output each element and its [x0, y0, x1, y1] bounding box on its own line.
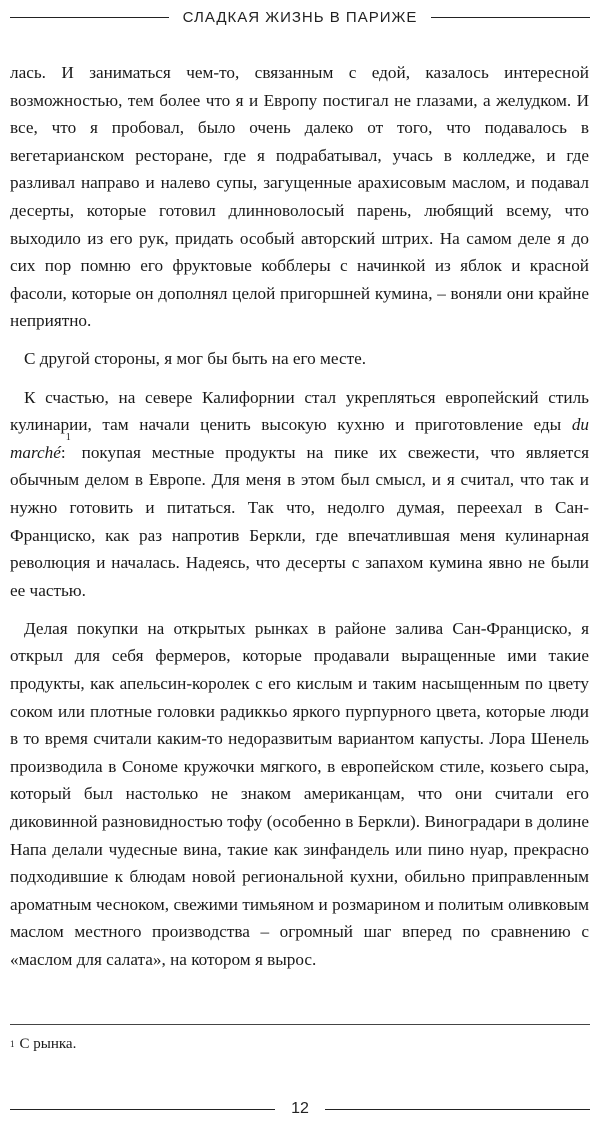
running-header	[10, 6, 590, 28]
page-footer	[10, 1098, 590, 1120]
page-number: 12	[291, 1100, 309, 1117]
footer-rule-right	[325, 1109, 590, 1110]
italic-term: du marché	[10, 415, 589, 462]
footnote	[10, 1034, 76, 1054]
paragraph-3	[10, 384, 589, 605]
footnote-marker: 1	[10, 1039, 15, 1049]
paragraph-2: С другой стороны, я мог бы быть на его месте.	[24, 349, 367, 369]
footnote-divider	[10, 1024, 590, 1025]
header-rule-left	[10, 17, 169, 18]
running-title: СЛАДКАЯ ЖИЗНЬ В ПАРИЖЕ	[182, 8, 418, 26]
paragraph-1: лась. И заниматься чем-то, связанным с едой, казалось интересной возможностью, тем более что я и Европу постигал не глазами, а желудком. И все, что я пробовал, было очень далеко от того, что подавалось в вегетарианском ресторане, где я подрабатывал, учась в колледже, и где разливал направо и налево супы, загущенные арахисовым маслом, и подавал десерты, которые готовил длинноволосый парень, любящий всему, что выходило из его рук, придать особый авторский штрих. На самом деле я до сих пор помню его фруктовые кобблеры с начинкой из яблок и красной фасоли, которые он дополнял целой пригоршней кумина, – воняли они крайне неприятно.	[10, 63, 589, 331]
footnote-reference[interactable]: 1	[65, 431, 71, 443]
main-text	[10, 59, 589, 974]
paragraph-3-colon: :	[60, 442, 66, 462]
paragraph-4: Делая покупки на открытых рынках в районе залива Сан-Франциско, я открыл для себя фермеров, которые продавали выращенные ими такие продукты, как апельсин-королек с его кислым и таким насыщенным по цвету соком или плотные головки радиккьо яркого пурпурного цвета, которые люди в то время считали каким-то недоразвитым вариантом капусты. Лора Шенель производила в Сономе кружочки мягкого, в европейском стиле, козьего сыра, который был настолько не знаком американцам, что они считали его диковинной разновидностью тофу (особенно в Беркли). Виноградари в долине Напа делали чудесные вина, такие как зинфандель или пино нуар, прекрасно подходившие к блюдам новой региональной кухни, обильно приправленным ароматным чесноком, свежими тимьяном и розмарином и политым оливковым маслом местного производства – огромный шаг вперед по сравнению с «маслом для салата», на котором я вырос.	[10, 618, 589, 969]
footer-rule-left	[10, 1109, 275, 1110]
header-rule-right	[431, 17, 590, 18]
footnote-text: С рынка.	[19, 1036, 77, 1052]
paragraph-3-part-1: К счастью, на севере Калифорнии стал укрепляться европейский стиль кулинарии, там начали ценить высокую кухню и приготовление еды	[10, 387, 589, 435]
paragraph-3-part-2: покупая местные продукты на пике их свежести, что является обычным делом в Европе. Для меня в этом был смысл, и я считал, что так и нужно готовить и питаться. Так что, недолго думая, переехал в Сан-Франциско, как раз напротив Беркли, где впечатлившая меня кулинарная революция и началась. Надеясь, что десерты с запахом кумина явно не были ее частью.	[10, 442, 589, 600]
